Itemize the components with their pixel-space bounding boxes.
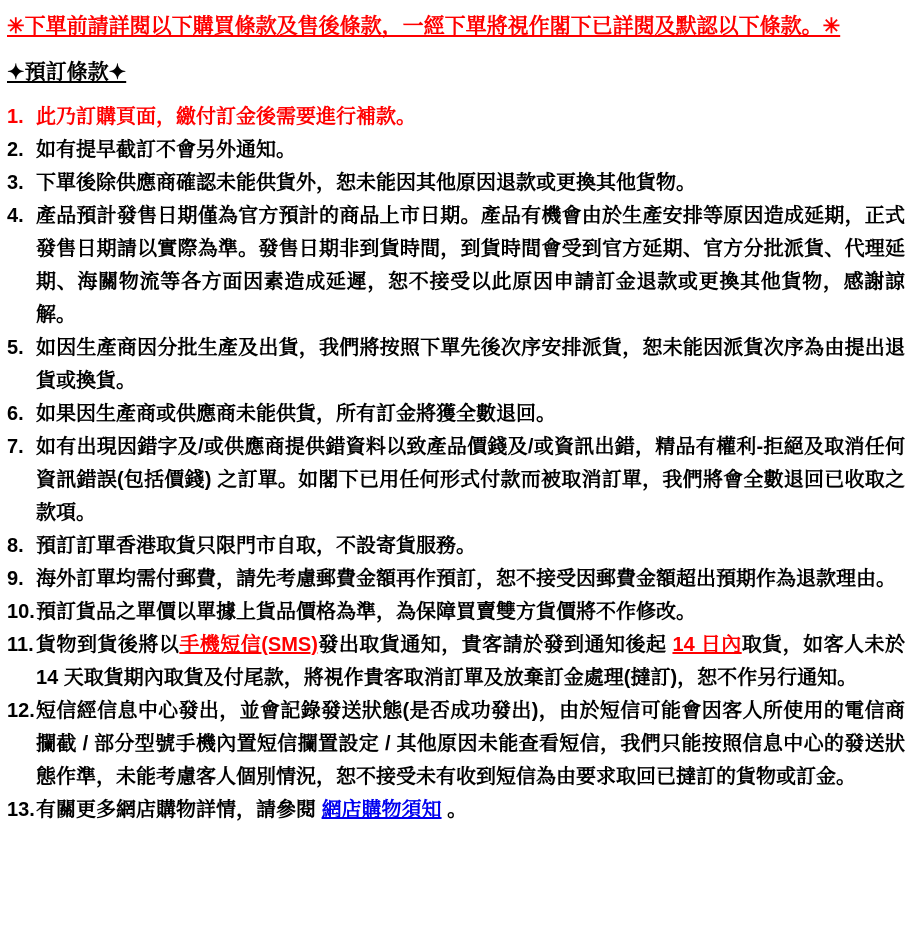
term-item-10 (7, 596, 905, 629)
term-number: 7. (7, 436, 24, 458)
term-number: 8. (7, 535, 24, 557)
term-text: 預訂訂單香港取貨只限門市自取，不設寄貨服務。 (36, 535, 476, 557)
term-number: 3. (7, 172, 24, 194)
term-number: 5. (7, 337, 24, 359)
shop-guide-link[interactable]: 網店購物須知 (321, 799, 442, 821)
term-text: 產品預計發售日期僅為官方預計的商品上市日期。產品有機會由於生產安排等原因造成延期，正式發售日期請以實際為準。發售日期非到貨時間，到貨時間會受到官方延期、官方分批派貨、代理延期、海關物流等各方面因素造成延遲，恕不接受以此原因申請訂金退款或更換其他貨物，感謝諒解。 (36, 205, 905, 326)
term-item-8 (7, 530, 905, 563)
term-number: 2. (7, 139, 24, 161)
term-item-5 (7, 332, 905, 398)
pickup-deadline-highlight: 14 日內 (672, 634, 742, 656)
term-text: 如因生產商因分批生產及出貨，我們將按照下單先後次序安排派貨，恕未能因派貨次序為由提出退貨或換貨。 (36, 337, 905, 392)
term-item-4 (7, 200, 905, 332)
term-text: 如有提早截訂不會另外通知。 (36, 139, 296, 161)
term-text-segment: 貨物到貨後將以 (36, 634, 180, 656)
page-title-text: ✳下單前請詳閱以下購買條款及售後條款，一經下單將視作閣下已詳閱及默認以下條款。✳ (7, 15, 841, 38)
term-number: 1. (7, 106, 24, 128)
term-item-6 (7, 398, 905, 431)
term-text: 海外訂單均需付郵費，請先考慮郵費金額再作預訂，恕不接受因郵費金額超出預期作為退款理由。 (36, 568, 896, 590)
term-text: 此乃訂購頁面，繳付訂金後需要進行補款。 (36, 106, 416, 128)
term-text (36, 794, 905, 827)
section-header-text: ✦預訂條款✦ (7, 61, 127, 84)
sms-notice-highlight: 手機短信(SMS) (179, 634, 318, 656)
term-item-9 (7, 563, 905, 596)
term-item-3 (7, 167, 905, 200)
term-text-segment: 。 (441, 799, 468, 821)
term-item-7 (7, 431, 905, 530)
term-number: 10. (7, 601, 35, 623)
term-item-12 (7, 695, 905, 794)
term-item-2 (7, 134, 905, 167)
term-text: 下單後除供應商確認未能供貨外，恕未能因其他原因退款或更換其他貨物。 (36, 172, 696, 194)
term-text: 如果因生產商或供應商未能供貨，所有訂金將獲全數退回。 (36, 403, 556, 425)
term-item-11 (7, 629, 905, 695)
term-text-segment: 發出取貨通知，貴客請於發到通知後起 (317, 634, 673, 656)
term-text-segment: 有關更多網店購物詳情，請參閱 (36, 799, 322, 821)
term-number: 12. (7, 700, 35, 722)
term-text (36, 629, 905, 695)
terms-list (7, 101, 905, 827)
term-text: 短信經信息中心發出，並會記錄發送狀態(是否成功發出)，由於短信可能會因客人所使用的電信商攔截 / 部分型號手機內置短信攔置設定 / 其他原因未能查看短信，我們只能按照信息中心的發送狀態作準，未能考慮客人個別情況，恕不接受未有收到短信為由要求取回已撻訂的貨物或訂金。 (36, 700, 905, 788)
term-number: 4. (7, 205, 24, 227)
term-number: 11. (7, 634, 34, 656)
term-number: 13. (7, 799, 35, 821)
term-text: 如有出現因錯字及/或供應商提供錯資料以致產品價錢及/或資訊出錯，精品有權利-拒絕及取消任何資訊錯誤(包括價錢) 之訂單。如閣下已用任何形式付款而被取消訂單，我們將會全數退回已收取之款項。 (36, 436, 905, 524)
term-text-segment: 取貨，如客人未於 14 天取貨期內取貨及付尾款，將視作貴客取消訂單及放棄訂金處理(撻訂)，恕不作另行通知。 (36, 634, 906, 689)
page-title (7, 10, 905, 44)
term-number: 6. (7, 403, 24, 425)
term-text: 預訂貨品之單價以單據上貨品價格為準，為保障買賣雙方貨價將不作修改。 (36, 601, 696, 623)
term-item-1 (7, 101, 905, 134)
section-header (7, 56, 905, 89)
term-number: 9. (7, 568, 24, 590)
term-item-13 (7, 794, 905, 827)
